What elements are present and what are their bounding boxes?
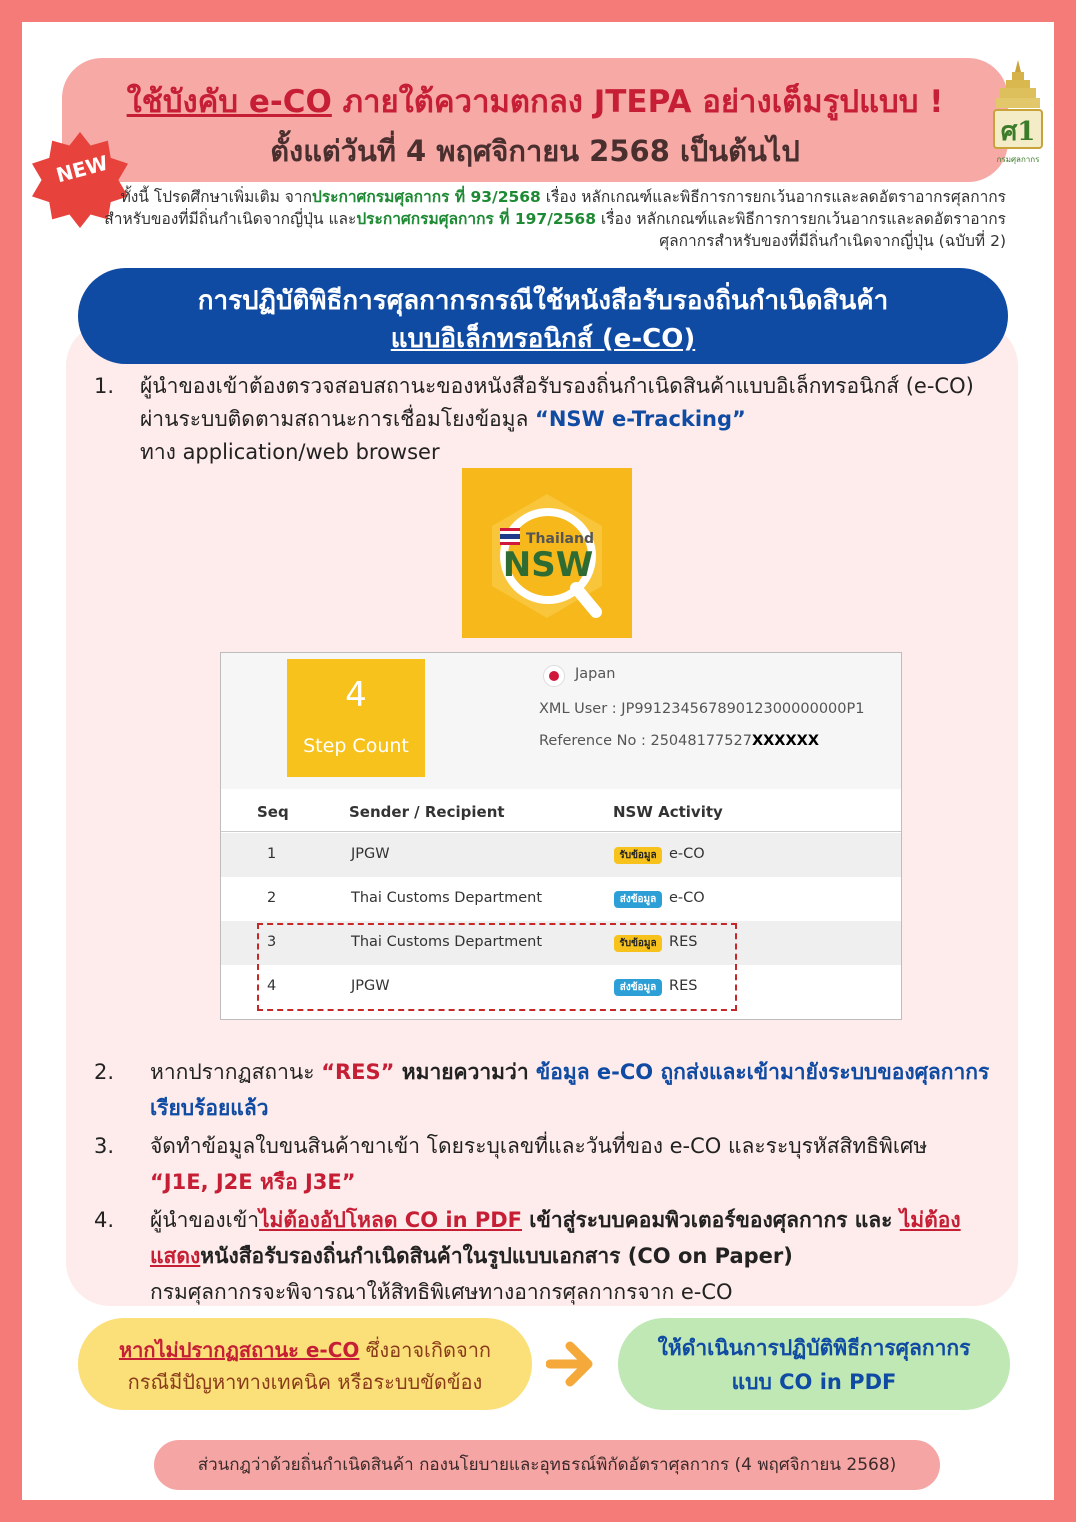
row-activity: RES (669, 978, 698, 994)
nsw-app-icon (462, 468, 632, 638)
new-badge-label: NEW (53, 150, 111, 188)
intro-paragraph (94, 186, 1006, 252)
receive-badge: รับข้อมูล (614, 935, 662, 952)
customs-department-logo-icon (988, 58, 1048, 168)
table-row (221, 833, 901, 877)
reference-no-mask: XXXXXX (751, 733, 820, 749)
row-activity: RES (669, 934, 698, 950)
row-party: Thai Customs Department (351, 890, 543, 906)
row-party: Thai Customs Department (351, 934, 543, 950)
step-4-text-d: กรมศุลกากรจะพิจารณาให้สิทธิพิเศษทางอากรศุลกากรจาก e-CO (150, 1280, 733, 1304)
poster (22, 22, 1054, 1500)
step-2-highlight: ข้อมูล e-CO ถูกส่งและเข้ามายังระบบของศุลกากรเรียบร้อยแล้ว (150, 1060, 990, 1120)
step-1-text (140, 370, 1000, 469)
nsw-etracking-highlight: “NSW e-Tracking” (535, 407, 746, 431)
fallback-condition-line1 (78, 1334, 532, 1366)
send-badge: ส่งข้อมูล (614, 979, 662, 996)
step-number: 4. (94, 1208, 115, 1232)
receive-badge: รับข้อมูล (614, 847, 662, 864)
step-count-value: 4 (345, 675, 367, 715)
fallback-action-pill (618, 1318, 1010, 1410)
fallback-action-line2: แบบ CO in PDF (731, 1370, 897, 1394)
no-upload-pdf-highlight: ไม่ต้องอัปโหลด CO in PDF (259, 1208, 522, 1232)
svg-text:กรมศุลกากร: กรมศุลกากร (996, 155, 1040, 164)
svg-text:ศ1: ศ1 (1000, 117, 1036, 147)
reference-no-line: Reference No : 25048177527XXXXXX (539, 733, 820, 749)
title-rest: ภายใต้ความตกลง JTEPA อย่างเต็มรูปแบบ ! (331, 84, 944, 120)
intro-text-1: ทั้งนี้ โปรดศึกษาเพิ่มเติม จาก (120, 188, 312, 206)
effective-date-subtitle: ตั้งแต่วันที่ 4 พฤศจิกายน 2568 เป็นต้นไป (270, 134, 800, 168)
etracking-screenshot (220, 652, 902, 1020)
step-4-text-c: หนังสือรับรองถิ่นกำเนิดสินค้าในรูปแบบเอกสาร (CO on Paper) (200, 1244, 793, 1268)
step-1-text-a: ผู้นำของเข้าต้องตรวจสอบสถานะของหนังสือรับรองถิ่นกำเนิดสินค้าแบบอิเล็กทรอนิกส์ (e-CO) ผ่านระบบติดตามสถานะการเชื่อมโยงข้อมูล (140, 374, 974, 431)
japan-flag-icon (543, 665, 565, 687)
origin-country: Japan (575, 666, 616, 682)
no-eco-status-highlight: หากไม่ปรากฏสถานะ e-CO (118, 1338, 360, 1362)
arrow-right-icon (546, 1338, 596, 1390)
nsw-app-main-label: NSW (502, 545, 594, 585)
column-header-sender: Sender / Recipient (349, 803, 505, 821)
step-1-text-b: ทาง application/web browser (140, 440, 440, 464)
fallback-condition-pill (78, 1318, 532, 1410)
step-number: 3. (94, 1134, 115, 1158)
reference-no-label: Reference No (539, 733, 637, 749)
section-title-line1: การปฏิบัติพิธีการศุลกากรกรณีใช้หนังสือรับรองถิ่นกำเนิดสินค้า (197, 286, 889, 316)
step-4-text (150, 1202, 1000, 1310)
row-activity: e-CO (669, 846, 705, 862)
fallback-action-line1: ให้ดำเนินการปฏิบัติพิธีการศุลกากร (657, 1336, 971, 1360)
column-header-seq: Seq (257, 803, 289, 821)
step-count-card (287, 659, 425, 777)
row-activity: e-CO (669, 890, 705, 906)
xml-user-label: XML User (539, 701, 608, 717)
step-4-text-b: เข้าสู่ระบบคอมพิวเตอร์ของศุลกากร และ (522, 1208, 900, 1232)
xml-user-line: XML User : JP99123456789012300000000P1 (539, 701, 865, 717)
step-2-text-a: หากปรากฏสถานะ (150, 1060, 322, 1084)
intro-text-3: เรื่อง หลักเกณฑ์และพิธีการการยกเว้นอากรและลดอัตราอากรศุลกากรสำหรับของที่มีถิ่นกำเนิดจากญี่ปุ่น (ฉบับที่ 2) (596, 210, 1006, 250)
res-status-highlight (257, 923, 737, 1011)
column-header-activity: NSW Activity (613, 803, 723, 821)
row-seq: 4 (267, 978, 277, 994)
table-header-divider (221, 831, 901, 832)
announcement-197-ref: ประกาศกรมศุลกากร ที่ 197/2568 (356, 210, 596, 228)
privilege-codes: “J1E, J2E หรือ J3E” (150, 1170, 356, 1194)
step-3-text (150, 1128, 1000, 1200)
no-show-highlight: ไม่ต้องแสดง (150, 1208, 961, 1268)
table-row (221, 877, 901, 921)
step-2-text-b: หมายความว่า (394, 1060, 536, 1084)
announcement-93-ref: ประกาศกรมศุลกากร ที่ 93/2568 (311, 188, 541, 206)
res-status-label: “RES” (321, 1060, 395, 1084)
step-number: 2. (94, 1060, 115, 1084)
step-4-text-a: ผู้นำของเข้า (150, 1208, 259, 1232)
send-badge: ส่งข้อมูล (614, 891, 662, 908)
fallback-condition-text: ซึ่งอาจเกิดจาก (359, 1338, 492, 1362)
row-seq: 1 (267, 846, 277, 862)
step-count-label: Step Count (303, 735, 409, 757)
row-party: JPGW (351, 846, 390, 862)
section-title-line2: แบบอิเล็กทรอนิกส์ (e-CO) (390, 324, 696, 354)
main-title (62, 76, 1008, 126)
row-party: JPGW (351, 978, 390, 994)
fallback-condition-line2: กรณีมีปัญหาทางเทคนิค หรือระบบขัดข้อง (127, 1370, 483, 1394)
row-seq: 2 (267, 890, 277, 906)
step-number: 1. (94, 374, 115, 398)
reference-no-value: 25048177527 (650, 733, 752, 749)
xml-user-value: JP99123456789012300000000P1 (621, 701, 865, 717)
footer-credit: ส่วนกฎว่าด้วยถิ่นกำเนิดสินค้า กองนโยบายและอุทธรณ์พิกัดอัตราศุลกากร (4 พฤศจิกายน 2568) (154, 1440, 940, 1490)
row-seq: 3 (267, 934, 277, 950)
step-2-text (150, 1054, 1000, 1126)
intro-text-2: เรื่อง หลักเกณฑ์และพิธีการการยกเว้นอากรและลดอัตราอากรศุลกากรสำหรับของที่มีถิ่นกำเนิดจากญี่ปุ่น และ (104, 188, 1006, 228)
step-3-text-a: จัดทำข้อมูลใบขนสินค้าขาเข้า โดยระบุเลขที่และวันที่ของ e-CO และระบุรหัสสิทธิพิเศษ (150, 1134, 928, 1158)
title-highlight: ใช้บังคับ e-CO (126, 84, 332, 120)
title-banner (62, 58, 1008, 182)
section-header (78, 268, 1008, 364)
nsw-app-small-label: Thailand (526, 531, 594, 547)
